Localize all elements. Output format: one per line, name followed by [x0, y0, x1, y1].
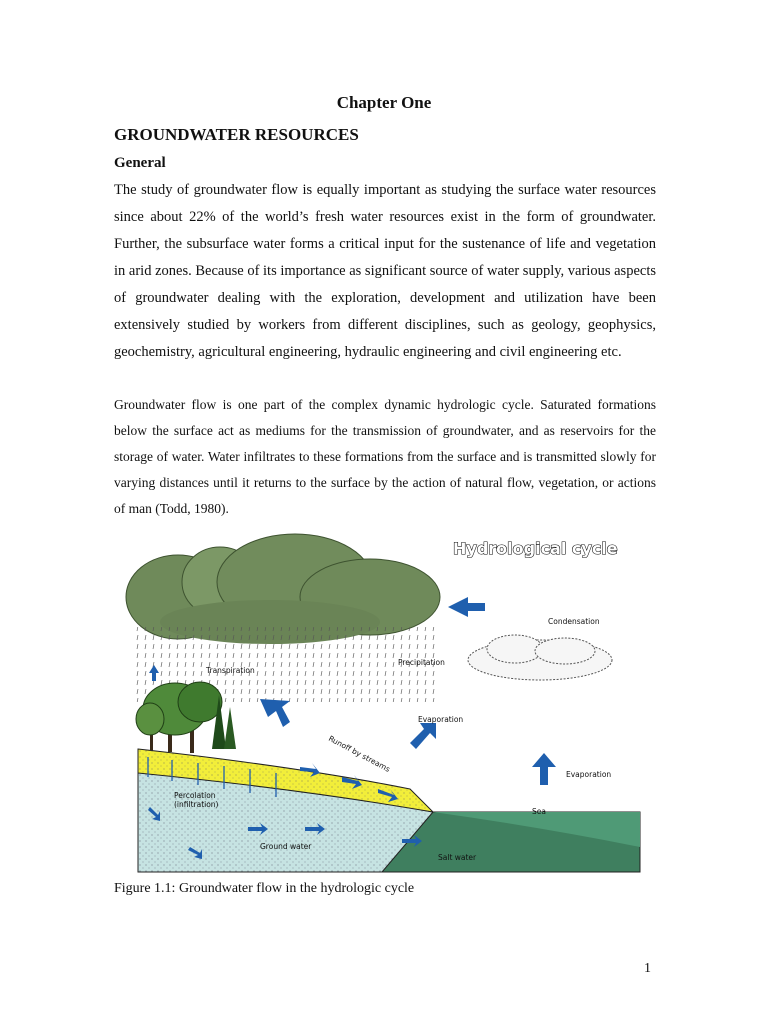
figure-title: Hydrological cycle	[453, 539, 618, 558]
label-ground-water: Ground water	[260, 842, 312, 851]
label-transpiration: Transpiration	[206, 666, 255, 675]
label-evaporation-land: Evaporation	[418, 715, 464, 724]
paragraph-2: Groundwater flow is one part of the complex dynamic hydrologic cycle. Saturated formations below the surface act as mediums for the transmission of groundwater, and as reservoirs for the storage of water. Water infiltrates to these formations from the surface and is transmitted slowly for varying distances until it returns to the surface by the action of natural flow, vegetation, or actions of man (Todd, 1980).	[114, 397, 656, 516]
hydrologic-cycle-figure	[120, 527, 650, 879]
section-title: GROUNDWATER RESOURCES	[114, 125, 359, 144]
label-salt-water: Salt water	[438, 853, 477, 862]
label-runoff: Runoff by streams	[327, 733, 392, 774]
label-percolation: Percolation	[174, 791, 216, 800]
arrow-evaporation-sea	[532, 753, 556, 785]
figure-caption: Figure 1.1: Groundwater flow in the hydrologic cycle	[114, 881, 415, 896]
condensation-cloud	[468, 635, 612, 680]
arrow-evaporation-land	[410, 723, 436, 749]
label-evaporation-sea: Evaporation	[566, 770, 612, 779]
label-precipitation: Precipitation	[398, 658, 445, 667]
rain-cloud	[126, 534, 440, 702]
label-condensation: Condensation	[548, 617, 600, 626]
chapter-label: Chapter One	[336, 93, 432, 112]
label-sea: Sea	[532, 807, 546, 816]
arrow-runoff-down	[260, 699, 290, 727]
label-infiltration: (infiltration)	[174, 800, 219, 809]
subheading: General	[114, 155, 166, 171]
paragraph-1: The study of groundwater flow is equally important as studying the surface water resources since about 22% of the world’s fresh water resources exist in the form of groundwater. Further, the subsurface water forms a critical input for the sustenance of life and vegetation in arid zones. Because of its importance as significant source of water supply, various aspects of groundwater dealing with the exploration, development and utilization have been extensively studied by workers from different disciplines, such as geology, geophysics, geochemistry, agricultural engineering, hydraulic engineering and civil engineering etc.	[114, 182, 656, 360]
arrow-condensation	[448, 597, 485, 617]
hydrologic-cycle-diagram	[120, 527, 650, 879]
page-number: 1	[644, 961, 651, 976]
